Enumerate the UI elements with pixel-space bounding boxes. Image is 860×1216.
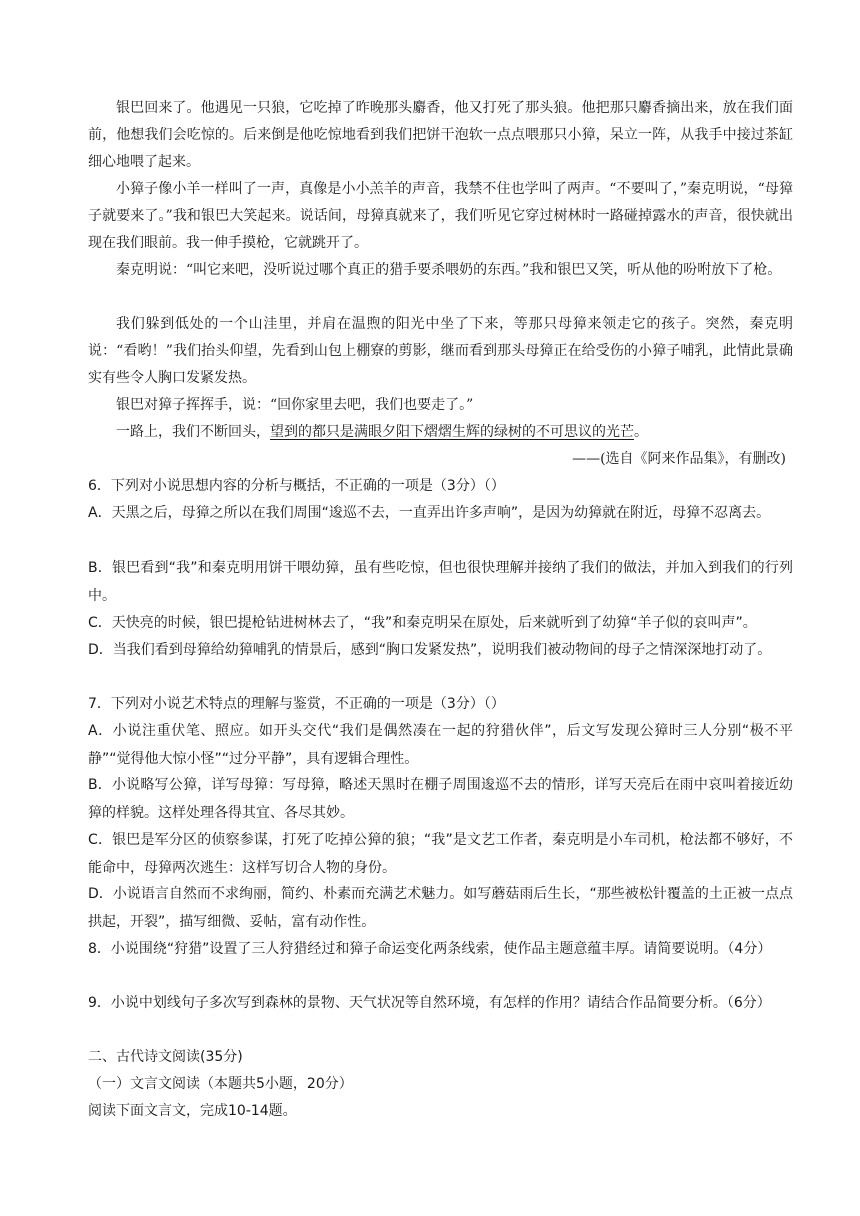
section-2-heading: 二、古代诗文阅读(35分) <box>88 1049 243 1065</box>
q7-stem: 7．下列对小说艺术特点的理解与鉴赏，不正确的一项是（3分）（） <box>88 696 505 712</box>
reading-instruction: 阅读下面文言文，完成10-14题。 <box>88 1103 297 1119</box>
story-p6-before: 一路上，我们不断回头， <box>116 424 270 440</box>
source-citation: ——(选自《阿来作品集》，有删改) <box>572 451 786 467</box>
q7-option-a: A．小说注重伏笔、照应。如开头交代“我们是偶然凑在一起的狩猎伙伴”，后文写发现公獐时三人分别“极不平静”“觉得他大惊小怪”“过分平静”，具有逻辑合理性。 <box>88 723 793 767</box>
q6-option-d: D．当我们看到母獐给幼獐哺乳的情景后，感到“胸口发紧发热”，说明我们被动物间的母子之情深深地打动了。 <box>88 642 772 658</box>
story-paragraph-1: 银巴回来了。他遇见一只狼，它吃掉了昨晚那头麝香，他又打死了那头狼。他把那只麝香摘出来，放在我们面前，他想我们会吃惊的。后来倒是他吃惊地看到我们把饼干泡软一点点喂那只小獐，呆立一阵，从我手中接过茶缸细心地喂了起来。 <box>88 100 793 170</box>
q6-option-a: A．天黑之后，母獐之所以在我们周围“逡巡不去，一直弄出许多声响”，是因为幼獐就在附近，母獐不忍离去。 <box>88 505 771 521</box>
story-paragraph-6 <box>88 419 793 446</box>
q7-option-c: C．银巴是军分区的侦察参谋，打死了吃掉公獐的狼；“我”是文艺工作者，秦克明是小车司机，枪法都不够好，不能命中，母獐两次逃生：这样写切合人物的身份。 <box>88 832 793 876</box>
q8-question: 8．小说围绕“狩猎”设置了三人狩猎经过和獐子命运变化两条线索，使作品主题意蕴丰厚。请简要说明。（4分） <box>88 941 772 957</box>
story-paragraph-3: 秦克明说：“叫它来吧，没听说过哪个真正的猎手要杀喂奶的东西。”我和银巴又笑，听从他的吩咐放下了枪。 <box>116 262 782 278</box>
story-p6-after: 。 <box>634 424 648 440</box>
q6-option-c: C．天快亮的时候，银巴提枪钻进树林去了，“我”和秦克明呆在原处，后来就听到了幼獐“羊子似的哀叫声”。 <box>88 615 757 631</box>
section-2-subheading: （一）文言文阅读（本题共5小题，20分） <box>88 1076 353 1092</box>
story-paragraph-2: 小獐子像小羊一样叫了一声，真像是小小羔羊的声音，我禁不住也学叫了两声。“不要叫了，”秦克明说，“母獐子就要来了。”我和银巴大笑起来。说话间，母獐真就来了，我们听见它穿过树林时一路碰掉露水的声音，很快就出现在我们眼前。我一伸手摸枪，它就跳开了。 <box>88 181 793 251</box>
underlined-sentence: 望到的都只是满眼夕阳下熠熠生辉的绿树的不可思议的光芒 <box>270 424 634 440</box>
story-paragraph-4: 我们躲到低处的一个山洼里，并肩在温煦的阳光中坐了下来，等那只母獐来领走它的孩子。突然，秦克明说：“看哟！”我们抬头仰望，先看到山包上棚寮的剪影，继而看到那头母獐正在给受伤的小獐子哺乳，此情此景确实有些令人胸口发紧发热。 <box>88 316 793 386</box>
q9-question: 9．小说中划线句子多次写到森林的景物、天气状况等自然环境，有怎样的作用？请结合作品简要分析。（6分） <box>88 995 771 1011</box>
story-paragraph-5: 银巴对獐子挥挥手，说：“回你家里去吧，我们也要走了。” <box>116 397 474 413</box>
q7-option-b: B．小说略写公獐，详写母獐：写母獐，略述天黑时在棚子周围逡巡不去的情形，详写天亮后在雨中哀叫着接近幼獐的样貌。这样处理各得其宜、各尽其妙。 <box>88 777 793 821</box>
q6-stem: 6．下列对小说思想内容的分析与概括，不正确的一项是（3分）（） <box>88 478 505 494</box>
q7-option-d: D．小说语言自然而不求绚丽，简约、朴素而充满艺术魅力。如写蘑菇雨后生长，“那些被松针覆盖的土正被一点点拱起，开裂”，描写细微、妥帖，富有动作性。 <box>88 886 793 930</box>
q6-option-b: B．银巴看到“我”和秦克明用饼干喂幼獐，虽有些吃惊，但也很快理解并接纳了我们的做法，并加入到我们的行列中。 <box>88 560 793 604</box>
